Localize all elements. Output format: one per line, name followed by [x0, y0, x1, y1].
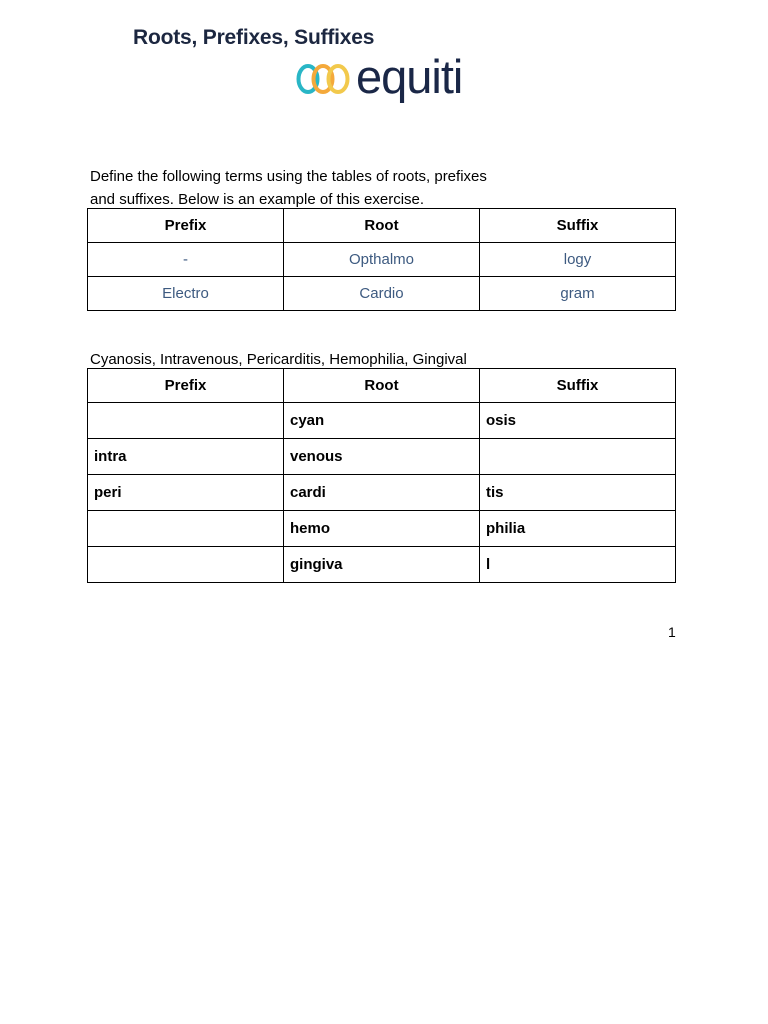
table-cell: hemo	[284, 511, 480, 547]
equiti-logo	[296, 50, 476, 108]
table-cell: peri	[88, 475, 284, 511]
table-cell: philia	[480, 511, 676, 547]
table-cell	[88, 403, 284, 439]
table-cell: gram	[480, 277, 676, 311]
table-cell: logy	[480, 243, 676, 277]
instructions	[90, 165, 560, 211]
header-prefix: Prefix	[88, 209, 284, 243]
table-row	[88, 511, 676, 547]
header-prefix: Prefix	[88, 369, 284, 403]
header-root: Root	[284, 369, 480, 403]
table-row	[88, 403, 676, 439]
table-cell	[88, 511, 284, 547]
table-cell: gingiva	[284, 547, 480, 583]
table-cell: venous	[284, 439, 480, 475]
instructions-line-2: and suffixes. Below is an example of this exercise.	[90, 191, 425, 208]
table-header-row	[88, 209, 676, 243]
table-cell: l	[480, 547, 676, 583]
rings-logo-icon	[296, 58, 358, 98]
example-table	[87, 208, 676, 311]
table-row	[88, 475, 676, 511]
table-cell: cardi	[284, 475, 480, 511]
instructions-line-1: Define the following terms using the tables of roots, prefixes	[90, 168, 487, 185]
table-header-row	[88, 369, 676, 403]
table-cell: Electro	[88, 277, 284, 311]
table-cell: intra	[88, 439, 284, 475]
logo-wordmark: equiti	[356, 50, 463, 103]
page-title: Roots, Prefixes, Suffixes	[133, 26, 375, 49]
table-cell: osis	[480, 403, 676, 439]
terms-list: Cyanosis, Intravenous, Pericarditis, Hemophilia, Gingival	[90, 351, 467, 368]
header-root: Root	[284, 209, 480, 243]
table-row	[88, 439, 676, 475]
table-row	[88, 547, 676, 583]
table-cell: cyan	[284, 403, 480, 439]
exercise-table	[87, 368, 676, 583]
table-cell: Opthalmo	[284, 243, 480, 277]
table-cell: Cardio	[284, 277, 480, 311]
header-suffix: Suffix	[480, 209, 676, 243]
page-number: 1	[668, 624, 676, 640]
table-cell: -	[88, 243, 284, 277]
table-cell	[480, 439, 676, 475]
table-row	[88, 277, 676, 311]
header-suffix: Suffix	[480, 369, 676, 403]
table-cell: tis	[480, 475, 676, 511]
table-cell	[88, 547, 284, 583]
table-row	[88, 243, 676, 277]
